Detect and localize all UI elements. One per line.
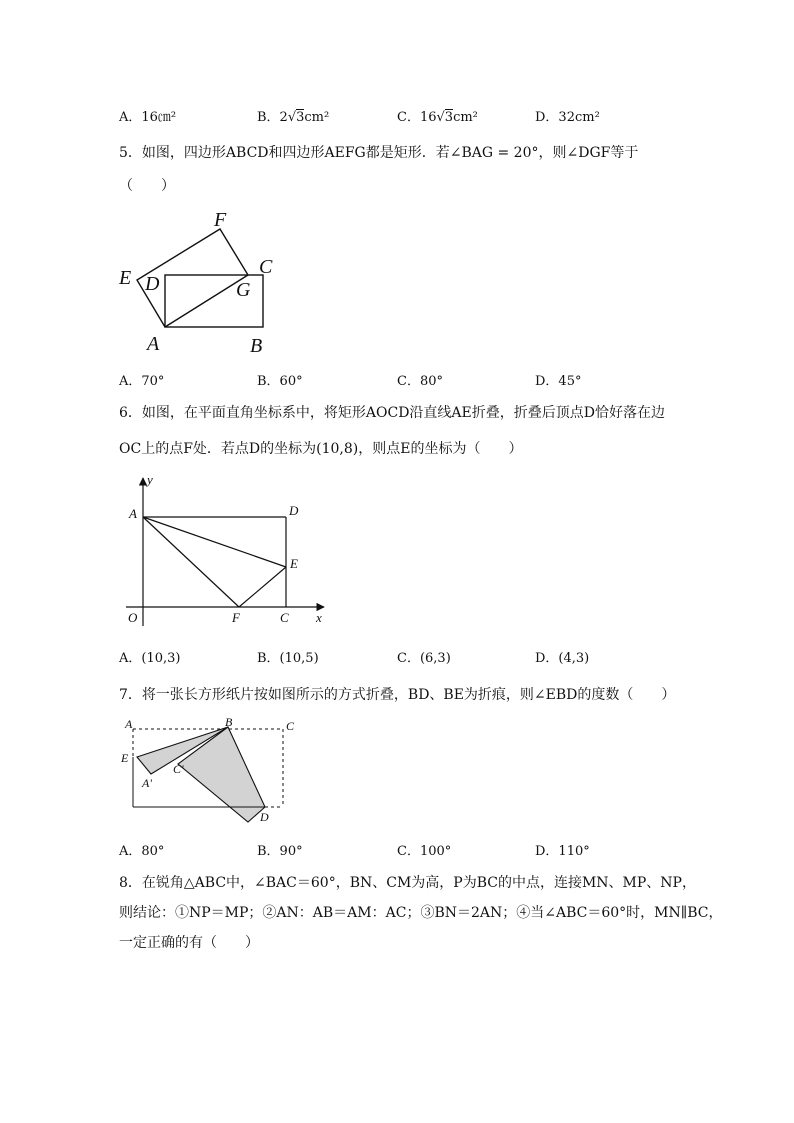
sqrt-sign-icon: √ [436, 110, 445, 125]
q7-figure [115, 712, 305, 830]
q4-option-c [397, 109, 478, 127]
q4-option-c-radicand: 3 [444, 110, 454, 125]
q6-label-d: D [289, 503, 299, 518]
q5-label-g: G [236, 279, 251, 301]
q7-option-b: B．90° [257, 844, 303, 859]
q5-label-c: C [259, 256, 273, 278]
q6-label-x: x [316, 610, 322, 625]
q4-option-b-radicand: 3 [296, 110, 305, 125]
q4-option-d: D．32cm² [535, 110, 600, 125]
q6-label-o: O [128, 610, 138, 625]
q5-label-b: B [250, 335, 263, 357]
q7-label-b: B [225, 715, 233, 729]
q7-label-e: E [121, 751, 129, 765]
segment-fe [239, 567, 286, 607]
q6-figure [118, 470, 338, 630]
q7-option-d: D．110° [535, 844, 590, 859]
segment-ae [143, 517, 286, 567]
q6-line-1: 6．如图，在平面直角坐标系中，将矩形AOCD沿直线AE折叠，折叠后顶点D恰好落在边 [119, 405, 665, 421]
q6-label-f: F [232, 610, 240, 625]
q7-label-d: D [260, 810, 269, 824]
q5-option-c: C．80° [397, 374, 443, 389]
q5-option-a: A．70° [119, 374, 165, 389]
q6-option-d: D．(4,3) [535, 651, 590, 666]
q6-label-a: A [129, 506, 137, 521]
q8-line-3: 一定正确的有（ ） [119, 935, 259, 951]
q8-line-1: 8．在锐角△ABC中，∠BAC＝60°，BN、CM为高，P为BC的中点，连接MN、MP、NP， [119, 875, 696, 891]
q5-label-a: A [147, 333, 160, 355]
q4-option-b [257, 109, 329, 127]
q8-line-2: 则结论：①NP＝MP；②AN：AB＝AM：AC；③BN＝2AN；④当∠ABC＝60°时，MN∥BC， [119, 905, 723, 921]
q4-option-c-unit: cm² [453, 110, 478, 125]
q5-figure [110, 200, 300, 360]
q5-label-f: F [214, 209, 227, 231]
q6-label-c: C [280, 610, 289, 625]
q5-option-b: B．60° [257, 374, 303, 389]
q6-label-y: y [147, 472, 153, 487]
q5-option-d: D．45° [535, 374, 582, 389]
segment-af [143, 517, 239, 607]
q7-option-c: C．100° [397, 844, 452, 859]
q4-option-b-prefix: B．2 [257, 110, 288, 125]
q6-option-c: C．(6,3) [397, 651, 451, 666]
sqrt-sign-icon: √ [287, 110, 297, 125]
q4-option-b-unit: cm² [304, 110, 330, 125]
q6-label-e: E [290, 556, 298, 571]
q7-label-c-prime: C' [173, 762, 184, 776]
q5-stem: 5．如图，四边形ABCD和四边形AEFG都是矩形．若∠BAG = 20°，则∠DGF等于 [119, 145, 639, 161]
q6-option-a: A．(10,3) [119, 651, 181, 666]
q4-option-c-prefix: C．16 [397, 110, 437, 125]
q7-label-a: A [125, 717, 133, 731]
q5-paren: （ ） [119, 178, 175, 194]
q5-label-d: D [145, 273, 160, 295]
q6-line-2: OC上的点F处．若点D的坐标为(10,8)，则点E的坐标为（ ） [119, 441, 523, 457]
q7-stem: 7．将一张长方形纸片按如图所示的方式折叠，BD、BE为折痕，则∠EBD的度数（ ） [119, 687, 676, 703]
q7-label-a-prime: A' [142, 776, 152, 790]
q4-option-a: A．16㎝² [119, 110, 177, 125]
q6-option-b: B．(10,5) [257, 651, 319, 666]
q7-option-a: A．80° [119, 844, 165, 859]
q7-label-c: C [286, 719, 295, 733]
q5-label-e: E [119, 267, 132, 289]
